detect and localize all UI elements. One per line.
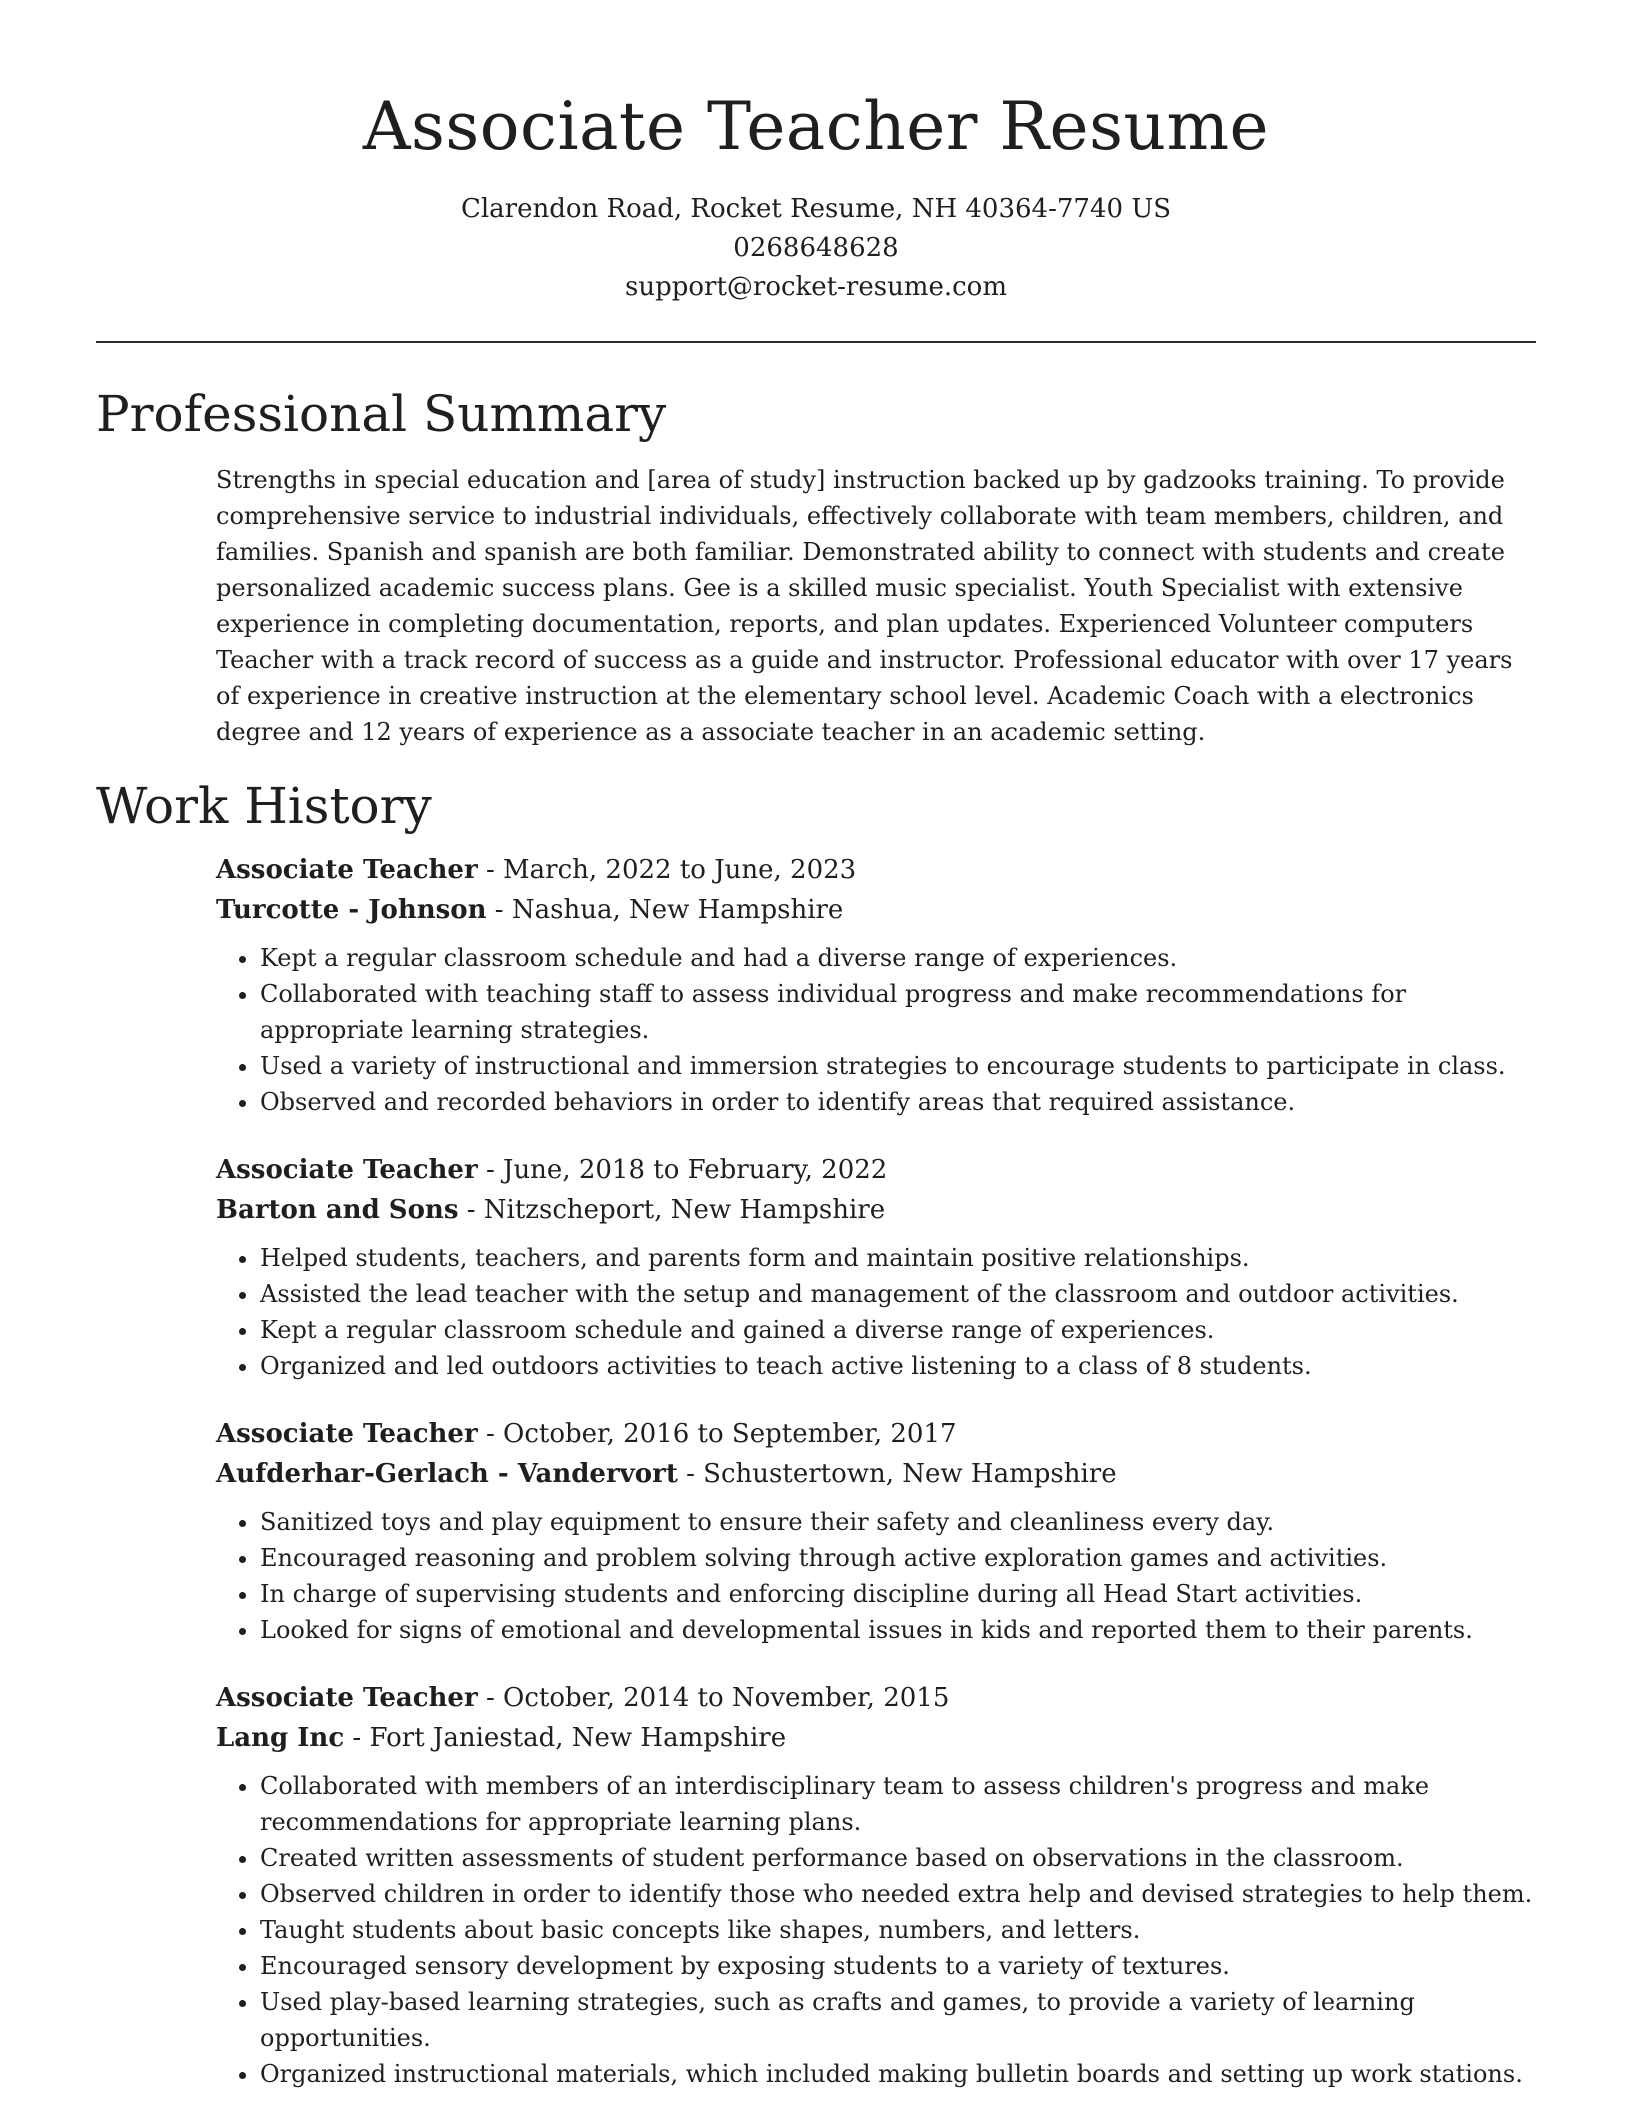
job-entry [216, 1678, 1536, 2092]
job-bullets [216, 940, 1536, 1120]
job-separator: - [477, 1419, 504, 1449]
job-title: Associate Teacher [216, 1683, 478, 1713]
job-bullet: • Helped students, teachers, and parents form and maintain positive relationships. [260, 1240, 1536, 1276]
job-company: Aufderhar-Gerlach - Vandervort [216, 1459, 678, 1489]
resume-title: Associate Teacher Resume [362, 88, 1270, 165]
job-bullet: • Kept a regular classroom schedule and had a diverse range of experiences. [260, 940, 1536, 976]
job-bullet: • Collaborated with members of an interdisciplinary team to assess children's progress and make recommendations for appropriate learning plans. [260, 1768, 1536, 1840]
job-dates: June, 2018 to February, 2022 [503, 1155, 888, 1185]
job-company-line [216, 1718, 1536, 1758]
job-dates: October, 2016 to September, 2017 [503, 1419, 957, 1449]
job-location: Nashua, New Hampshire [511, 895, 844, 925]
job-separator: - [344, 1723, 370, 1753]
job-location: Fort Janiestad, New Hampshire [369, 1723, 787, 1753]
job-separator: - [477, 1155, 504, 1185]
job-bullet: • Organized instructional materials, which included making bulletin boards and setting up work stations. [260, 2056, 1536, 2092]
job-title: Associate Teacher [216, 1419, 478, 1449]
job-title: Associate Teacher [216, 855, 478, 885]
work-history-heading: Work History [96, 777, 432, 835]
job-bullet: • Assisted the lead teacher with the setup and management of the classroom and outdoor activities. [260, 1276, 1536, 1312]
job-bullet: • Used play-based learning strategies, such as crafts and games, to provide a variety of learning opportunities. [260, 1984, 1536, 2056]
job-location: Nitzscheport, New Hampshire [483, 1195, 886, 1225]
job-bullets [216, 1504, 1536, 1648]
job-bullet: • Kept a regular classroom schedule and gained a diverse range of experiences. [260, 1312, 1536, 1348]
job-bullet: • Created written assessments of student performance based on observations in the classroom. [260, 1840, 1536, 1876]
job-bullet: • Observed and recorded behaviors in order to identify areas that required assistance. [260, 1084, 1536, 1120]
header-divider [96, 341, 1536, 343]
contact-block [0, 190, 1632, 307]
job-company: Turcotte - Johnson [216, 895, 487, 925]
job-bullet: • Observed children in order to identify those who needed extra help and devised strategies to help them. [260, 1876, 1536, 1912]
job-company-line [216, 1190, 1536, 1230]
job-separator: - [477, 855, 504, 885]
job-company-line [216, 1454, 1536, 1494]
job-bullets [216, 1240, 1536, 1384]
job-title-line [216, 1150, 1536, 1190]
resume-header [0, 0, 1632, 307]
job-entry [216, 1414, 1536, 1648]
job-bullet: • Sanitized toys and play equipment to ensure their safety and cleanliness every day. [260, 1504, 1536, 1540]
work-history-list [216, 850, 1536, 2122]
job-title-line [216, 850, 1536, 890]
job-bullet: • Organized and led outdoors activities to teach active listening to a class of 8 students. [260, 1348, 1536, 1384]
summary-heading: Professional Summary [96, 385, 667, 443]
job-location: Schustertown, New Hampshire [703, 1459, 1117, 1489]
job-bullet: • Encouraged sensory development by exposing students to a variety of textures. [260, 1948, 1536, 1984]
job-title-line [216, 1414, 1536, 1454]
job-separator: - [677, 1459, 704, 1489]
contact-email: support@rocket-resume.com [624, 272, 1007, 302]
job-bullet: • Encouraged reasoning and problem solving through active exploration games and activities. [260, 1540, 1536, 1576]
job-bullet: • Looked for signs of emotional and developmental issues in kids and reported them to their parents. [260, 1612, 1536, 1648]
contact-phone: 0268648628 [733, 233, 899, 263]
job-title: Associate Teacher [216, 1155, 478, 1185]
job-company: Lang Inc [216, 1723, 345, 1753]
job-company: Barton and Sons [216, 1195, 459, 1225]
job-bullet: • Used a variety of instructional and immersion strategies to encourage students to participate in class. [260, 1048, 1536, 1084]
job-separator: - [477, 1683, 504, 1713]
job-entry [216, 1150, 1536, 1384]
job-bullet: • Collaborated with teaching staff to assess individual progress and make recommendations for appropriate learning strategies. [260, 976, 1536, 1048]
job-separator: - [486, 895, 512, 925]
contact-address: Clarendon Road, Rocket Resume, NH 40364-7740 US [460, 194, 1172, 224]
summary-text: Strengths in special education and [area of study] instruction backed up by gadzooks training. To provide comprehensive service to industrial individuals, effectively collaborate with team members, children, and families. Spanish and spanish are both familiar. Demonstrated ability to connect with students and create personalized academic success plans. Gee is a skilled music specialist. Youth Specialist with extensive experience in completing documentation, reports, and plan updates. Experienced Volunteer computers Teacher with a track record of success as a guide and instructor. Professional educator with over 17 years of experience in creative instruction at the elementary school level. Academic Coach with a electronics degree and 12 years of experience as a associate teacher in an academic setting. [216, 466, 1513, 746]
job-separator: - [458, 1195, 484, 1225]
job-bullet: • Taught students about basic concepts like shapes, numbers, and letters. [260, 1912, 1536, 1948]
job-company-line [216, 890, 1536, 930]
job-dates: March, 2022 to June, 2023 [503, 855, 857, 885]
job-bullets [216, 1768, 1536, 2092]
job-bullet: • In charge of supervising students and enforcing discipline during all Head Start activities. [260, 1576, 1536, 1612]
job-entry [216, 850, 1536, 1120]
job-dates: October, 2014 to November, 2015 [503, 1683, 950, 1713]
job-title-line [216, 1678, 1536, 1718]
